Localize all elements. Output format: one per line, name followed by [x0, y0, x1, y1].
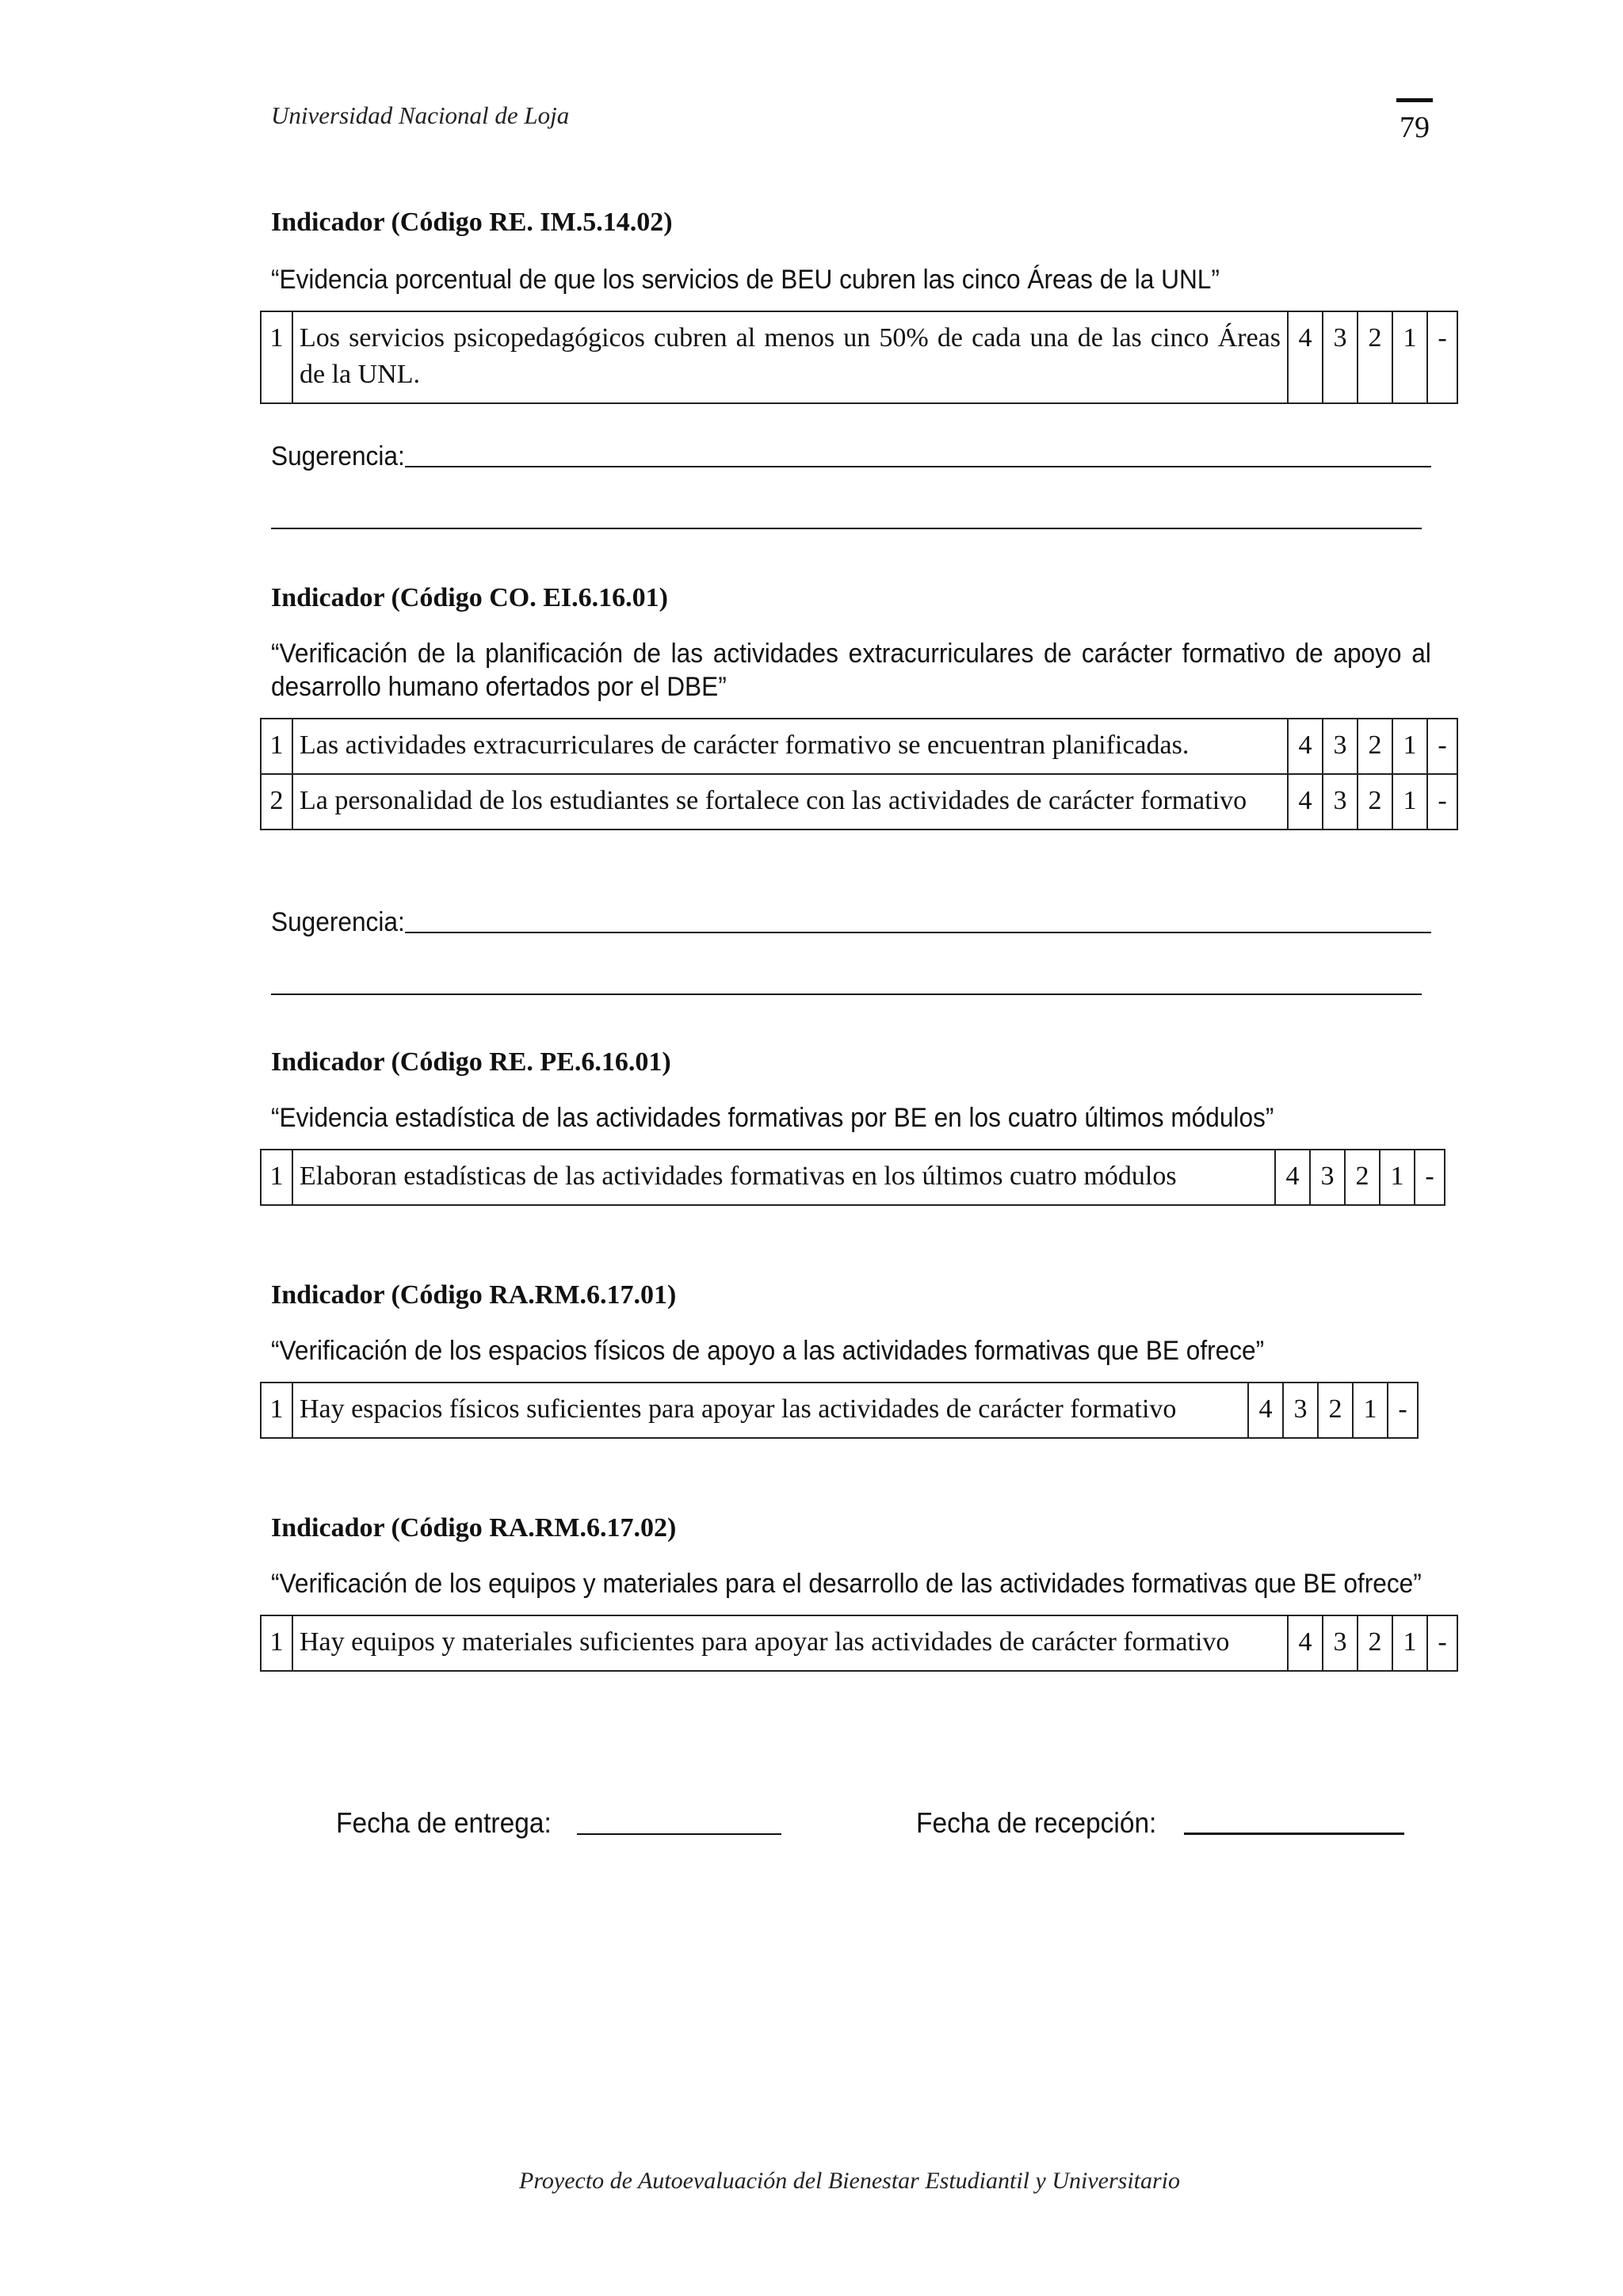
score-option-1[interactable]: 1	[1392, 311, 1427, 403]
rubric-table	[260, 1382, 1419, 1439]
row-statement: Hay espacios físicos suficientes para apoyar las actividades de carácter formativo	[292, 1383, 1248, 1438]
suggestion-line[interactable]	[405, 931, 1431, 933]
row-statement: Hay equipos y materiales suficientes para apoyar las actividades de carácter formativo	[292, 1615, 1288, 1671]
score-option-2[interactable]: 2	[1358, 774, 1392, 830]
score-option-2[interactable]: 2	[1318, 1383, 1353, 1438]
reception-date-field[interactable]	[916, 1803, 1404, 1840]
score-option-2[interactable]: 2	[1358, 719, 1392, 774]
score-option-2[interactable]: 2	[1345, 1150, 1380, 1205]
row-number: 1	[261, 719, 292, 774]
score-option-none[interactable]: -	[1427, 774, 1457, 830]
page-number-rule	[1396, 98, 1433, 102]
suggestion-field[interactable]	[271, 434, 1431, 472]
score-option-4[interactable]: 4	[1288, 774, 1323, 830]
indicator-description: “Verificación de los equipos y materiales para el desarrollo de las actividades formativas que BE ofrece”	[271, 1569, 1422, 1599]
score-option-1[interactable]: 1	[1392, 719, 1427, 774]
table-row	[261, 774, 1457, 830]
score-option-none[interactable]: -	[1388, 1383, 1418, 1438]
score-option-none[interactable]: -	[1427, 311, 1457, 403]
table-row	[261, 1383, 1418, 1438]
table-row	[261, 1615, 1457, 1671]
row-number: 1	[261, 1383, 292, 1438]
score-option-1[interactable]: 1	[1392, 1615, 1427, 1671]
indicator-description: “Verificación de los espacios físicos de apoyo a las actividades formativas que BE ofrece”	[271, 1336, 1265, 1366]
row-statement: Los servicios psicopedagógicos cubren al menos un 50% de cada una de las cinco Áreas de la UNL.	[292, 311, 1288, 403]
suggestion-label: Sugerencia:	[271, 441, 405, 471]
score-option-4[interactable]: 4	[1288, 719, 1323, 774]
indicator-title: Indicador (Código RE. PE.6.16.01)	[271, 1047, 671, 1077]
footer-text: Proyecto de Autoevaluación del Bienestar Estudiantil y Universitario	[519, 2168, 1180, 2194]
score-option-4[interactable]: 4	[1248, 1383, 1283, 1438]
score-option-1[interactable]: 1	[1392, 774, 1427, 830]
row-statement: La personalidad de los estudiantes se fortalece con las actividades de carácter formativo	[292, 774, 1288, 830]
table-row	[261, 311, 1457, 403]
score-option-4[interactable]: 4	[1288, 311, 1323, 403]
score-option-3[interactable]: 3	[1323, 774, 1358, 830]
suggestion-label: Sugerencia:	[271, 907, 405, 937]
score-option-none[interactable]: -	[1427, 1615, 1457, 1671]
indicator-description: “Evidencia porcentual de que los servicios de BEU cubren las cinco Áreas de la UNL”	[271, 265, 1220, 295]
indicator-title: Indicador (Código RE. IM.5.14.02)	[271, 208, 673, 237]
score-option-4[interactable]: 4	[1288, 1615, 1323, 1671]
score-option-3[interactable]: 3	[1323, 311, 1358, 403]
table-row	[261, 1150, 1445, 1205]
delivery-date-line[interactable]	[577, 1833, 781, 1835]
row-number: 1	[261, 1615, 292, 1671]
score-option-3[interactable]: 3	[1323, 719, 1358, 774]
score-option-3[interactable]: 3	[1283, 1383, 1318, 1438]
reception-date-line[interactable]	[1184, 1833, 1404, 1835]
score-option-none[interactable]: -	[1415, 1150, 1445, 1205]
indicator-title: Indicador (Código CO. EI.6.16.01)	[271, 583, 668, 612]
delivery-date-label: Fecha de entrega:	[336, 1806, 552, 1839]
row-statement: Las actividades extracurriculares de carácter formativo se encuentran planificadas.	[292, 719, 1288, 774]
page-number: 79	[1400, 111, 1430, 144]
indicator-description: “Evidencia estadística de las actividades formativas por BE en los cuatro últimos módulos”	[271, 1103, 1274, 1133]
suggestion-line[interactable]	[405, 465, 1431, 467]
score-option-1[interactable]: 1	[1380, 1150, 1415, 1205]
score-option-4[interactable]: 4	[1275, 1150, 1310, 1205]
row-number: 2	[261, 774, 292, 830]
running-header: Universidad Nacional de Loja	[271, 101, 570, 129]
score-option-3[interactable]: 3	[1310, 1150, 1345, 1205]
score-option-2[interactable]: 2	[1358, 311, 1392, 403]
score-option-2[interactable]: 2	[1358, 1615, 1392, 1671]
score-option-3[interactable]: 3	[1323, 1615, 1358, 1671]
rubric-table	[260, 311, 1458, 404]
rubric-table	[260, 718, 1458, 830]
rubric-table	[260, 1149, 1445, 1206]
row-statement: Elaboran estadísticas de las actividades formativas en los últimos cuatro módulos	[292, 1150, 1275, 1205]
page-footer	[0, 2168, 1623, 2195]
reception-date-label: Fecha de recepción:	[916, 1806, 1157, 1839]
suggestion-extra-line[interactable]	[271, 528, 1422, 529]
indicator-title: Indicador (Código RA.RM.6.17.01)	[271, 1280, 677, 1310]
suggestion-field[interactable]	[271, 900, 1431, 938]
row-number: 1	[261, 1150, 292, 1205]
suggestion-extra-line[interactable]	[271, 994, 1422, 995]
table-row	[261, 719, 1457, 774]
row-number: 1	[261, 311, 292, 403]
score-option-1[interactable]: 1	[1353, 1383, 1388, 1438]
indicator-description: “Verificación de la planificación de las actividades extracurriculares de carácter formativo de apoyo al desarrollo humano ofertados por el DBE”	[271, 639, 1431, 702]
delivery-date-field[interactable]	[336, 1803, 781, 1840]
score-option-none[interactable]: -	[1427, 719, 1457, 774]
page-number-block	[1396, 98, 1433, 145]
indicator-title: Indicador (Código RA.RM.6.17.02)	[271, 1513, 677, 1543]
rubric-table	[260, 1615, 1458, 1672]
